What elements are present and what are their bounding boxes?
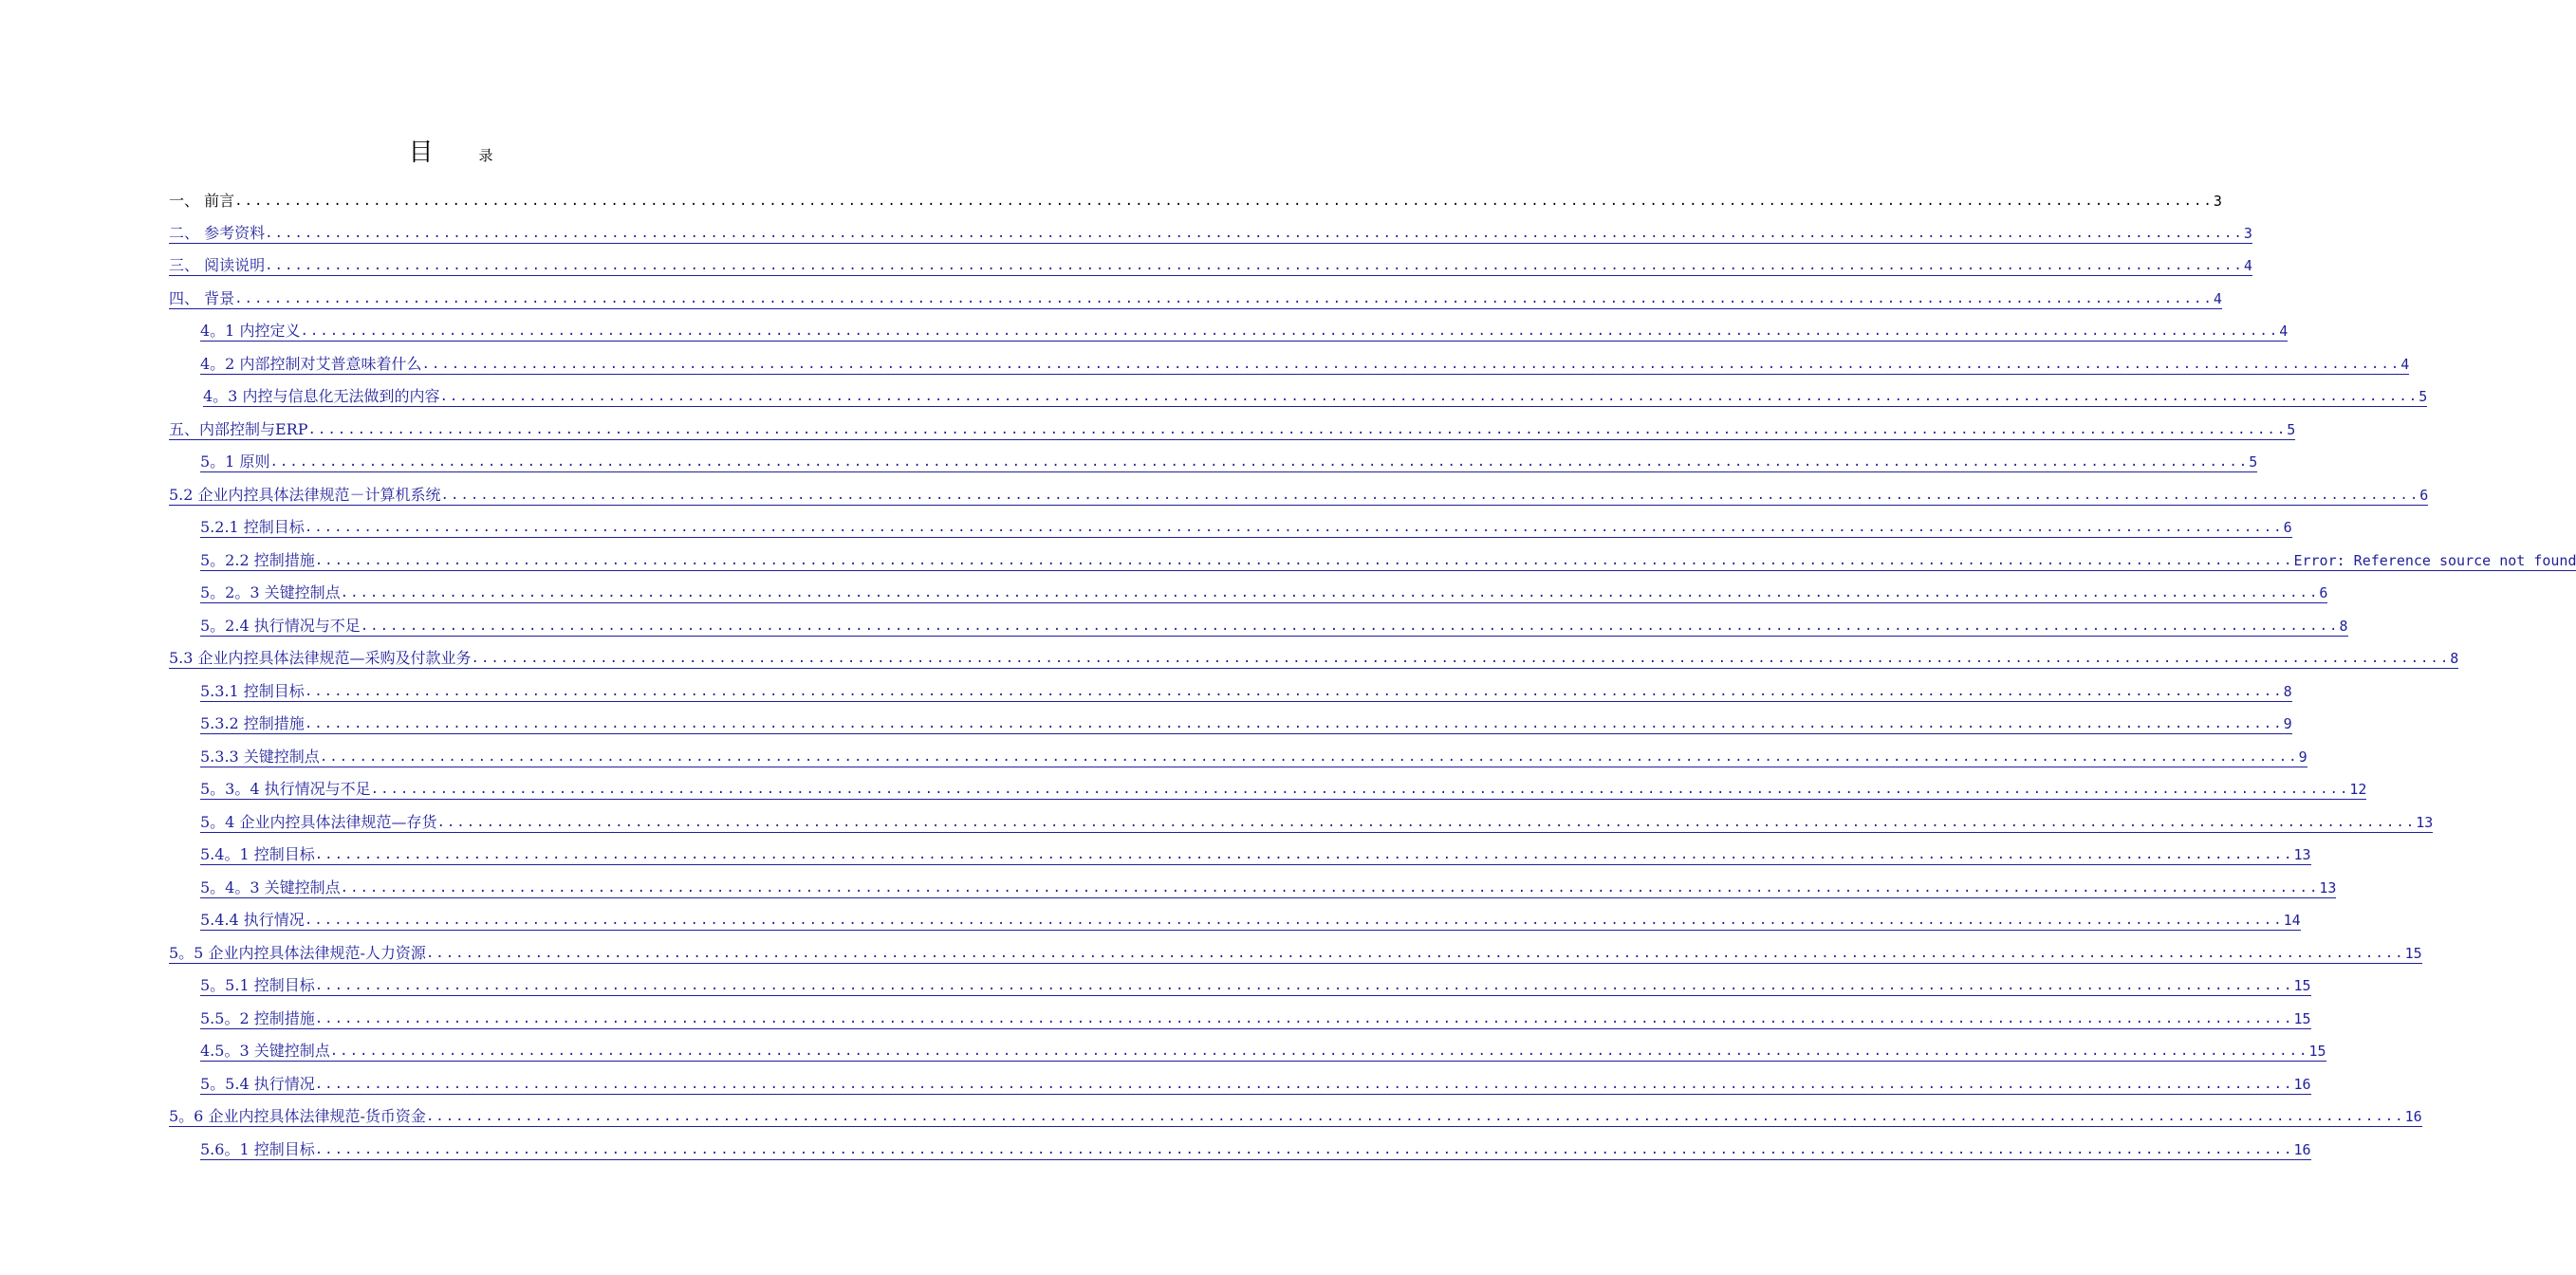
toc-dot-leader: ........................................................................................................................................................................................................ [341, 878, 2320, 898]
toc-entry-page: 13 [2293, 846, 2311, 863]
toc-entry-label: 二、 参考资料 [169, 223, 266, 242]
toc-entry-page: 15 [2293, 1009, 2311, 1027]
toc-entry[interactable] [200, 769, 2367, 800]
toc-entry-page: 16 [2293, 1140, 2311, 1158]
toc-entry-page: 4 [2400, 355, 2410, 373]
toc-entry[interactable] [169, 475, 2429, 506]
toc-dot-leader: ........................................................................................................................................................................................................ [265, 256, 2244, 276]
toc-entry-label: 4。3 内控与信息化无法做到的内容 [203, 387, 440, 405]
toc-entry-page: 4 [2279, 323, 2289, 340]
toc-dot-leader: ........................................................................................................................................................................................................ [308, 420, 2288, 440]
toc-entry-label: 5。2.2 控制措施 [200, 550, 315, 569]
toc-dot-leader: ........................................................................................................................................................................................................ [305, 911, 2284, 931]
toc-title [0, 133, 901, 168]
toc-entry-label: 5。5.4 执行情况 [200, 1074, 315, 1093]
toc-entry-label: 5.2.1 控制目标 [200, 518, 305, 536]
toc-entry[interactable] [200, 344, 2410, 375]
toc-entry[interactable] [169, 1097, 2422, 1127]
toc-dot-leader: ........................................................................................................................................................................................................ [315, 1075, 2294, 1095]
toc-entry-label: 5.2 企业内控具体法律规范－计算机系统 [169, 485, 441, 504]
toc-entry-page: 3 [2243, 224, 2252, 242]
toc-entry[interactable] [200, 541, 2576, 571]
toc-entry-label: 5.3.2 控制措施 [200, 714, 305, 732]
toc-entry-label: 三、 阅读说明 [169, 256, 266, 274]
toc-entry-page: 8 [2339, 617, 2348, 635]
toc-dot-leader: ........................................................................................................................................................................................................ [421, 355, 2400, 375]
toc-dot-leader: ........................................................................................................................................................................................................ [315, 845, 2294, 865]
toc-entry[interactable] [200, 1130, 2311, 1160]
toc-entry[interactable] [200, 835, 2311, 865]
toc-entry-label: 5。1 原则 [200, 453, 270, 471]
toc-title-sub: 录 [478, 147, 493, 164]
toc-dot-leader: ........................................................................................................................................................................................................ [315, 976, 2294, 996]
toc-entry-label: 5.6。1 控制目标 [200, 1139, 315, 1158]
toc-entry[interactable] [169, 933, 2422, 964]
toc-entry-label: 5。5.1 控制目标 [200, 976, 315, 994]
toc-entry-page: 13 [2416, 813, 2434, 831]
toc-entry-page: 15 [2404, 944, 2422, 962]
toc-entry-label: 五、内部控制与ERP [169, 419, 308, 438]
toc-entry-page: 4 [2243, 257, 2252, 274]
toc-entry-label: 5.4。1 控制目标 [200, 845, 315, 863]
toc-entry[interactable] [200, 442, 2258, 472]
toc-dot-leader: ........................................................................................................................................................................................................ [305, 682, 2284, 702]
toc-entry-page: 9 [2298, 748, 2307, 766]
toc-entry[interactable] [169, 279, 2222, 309]
toc-entry-label: 4。1 内控定义 [200, 322, 301, 340]
toc-entry-page: 12 [2349, 781, 2367, 798]
toc-entry[interactable] [200, 803, 2434, 833]
toc-entry-label: 5。2.4 执行情况与不足 [200, 616, 361, 635]
toc-entry-label: 5.3 企业内控具体法律规范—采购及付款业务 [169, 649, 472, 667]
toc-dot-leader: ........................................................................................................................................................................................................ [315, 551, 2294, 571]
toc-entry[interactable] [200, 672, 2292, 702]
toc-entry-label: 5。2。3 关键控制点 [200, 583, 341, 601]
toc-entry[interactable] [200, 704, 2292, 734]
toc-dot-leader: ........................................................................................................................................................................................................ [371, 780, 2350, 800]
toc-entry-page: 16 [2404, 1108, 2422, 1125]
toc-entry[interactable] [200, 606, 2348, 637]
toc-entry[interactable] [169, 410, 2296, 440]
toc-entry[interactable] [200, 573, 2328, 603]
toc-entry[interactable] [203, 377, 2428, 407]
toc-entry-page: 16 [2293, 1075, 2311, 1093]
toc-entry-page: 15 [2293, 977, 2311, 994]
toc-entry[interactable] [200, 1064, 2311, 1095]
toc-dot-leader: ........................................................................................................................................................................................................ [472, 649, 2451, 669]
toc-entry[interactable] [200, 999, 2311, 1029]
toc-entry[interactable] [169, 638, 2459, 669]
toc-entry-page: 14 [2283, 912, 2301, 929]
toc-dot-leader: ........................................................................................................................................................................................................ [426, 944, 2405, 964]
toc-entry-label: 5。5 企业内控具体法律规范-人力资源 [169, 943, 426, 962]
toc-entry-page: 5 [2418, 388, 2428, 405]
toc-entry-page: 4 [2213, 289, 2222, 307]
toc-entry[interactable] [169, 213, 2252, 244]
toc-entry-page: 6 [2319, 584, 2328, 601]
toc-entry-label: 5.3.3 关键控制点 [200, 747, 320, 766]
toc-entry-label: 5。4 企业内控具体法律规范—存货 [200, 812, 437, 831]
toc-dot-leader: ........................................................................................................................................................................................................ [269, 453, 2249, 472]
toc-dot-leader: ........................................................................................................................................................................................................ [234, 194, 2214, 209]
toc-dot-leader: ........................................................................................................................................................................................................ [234, 289, 2214, 309]
toc-entry[interactable] [200, 966, 2311, 996]
toc-dot-leader: ........................................................................................................................................................................................................ [265, 224, 2244, 244]
toc-dot-leader: ........................................................................................................................................................................................................ [315, 1009, 2294, 1029]
toc-entry-page: 5 [2249, 453, 2258, 471]
toc-entry-label: 5。3。4 执行情况与不足 [200, 780, 371, 798]
toc-title-main: 目 [408, 139, 434, 167]
toc-dot-leader: ........................................................................................................................................................................................................ [439, 387, 2418, 407]
toc-entry-page: 6 [2283, 519, 2292, 536]
toc-entry-label: 4.5。3 关键控制点 [200, 1042, 330, 1060]
toc-entry-page: 15 [2308, 1043, 2326, 1060]
toc-entry-page: 9 [2283, 715, 2292, 732]
toc-dot-leader: ........................................................................................................................................................................................................ [441, 486, 2420, 506]
toc-entry-label: 5.3.1 控制目标 [200, 681, 305, 700]
toc-entry[interactable] [200, 737, 2307, 767]
toc-entry-page: Error: Reference source not found [2293, 551, 2576, 569]
toc-dot-leader: ........................................................................................................................................................................................................ [315, 1140, 2294, 1160]
toc-entry-label: 四、 背景 [169, 288, 235, 307]
toc-entry-page: 6 [2419, 486, 2429, 504]
toc-entry [169, 180, 2222, 211]
toc-entry[interactable] [200, 1031, 2326, 1062]
toc-entry-label: 5。6 企业内控具体法律规范-货币资金 [169, 1107, 426, 1125]
toc-dot-leader: ........................................................................................................................................................................................................ [305, 518, 2284, 538]
toc-dot-leader: ........................................................................................................................................................................................................ [426, 1107, 2405, 1127]
toc-dot-leader: ........................................................................................................................................................................................................ [300, 322, 2279, 342]
toc-entry[interactable] [169, 246, 2252, 276]
toc-entry-label: 5.5。2 控制措施 [200, 1008, 315, 1027]
toc-entry-page: 8 [2283, 682, 2292, 700]
toc-entry-page: 3 [2213, 193, 2222, 210]
toc-entry-page: 8 [2450, 650, 2459, 667]
toc-entry-label: 5.4.4 执行情况 [200, 911, 305, 929]
toc-dot-leader: ........................................................................................................................................................................................................ [361, 617, 2340, 637]
toc-entry-page: 13 [2319, 878, 2337, 896]
toc-dot-leader: ........................................................................................................................................................................................................ [341, 583, 2320, 603]
toc-entry[interactable] [200, 508, 2292, 538]
toc-dot-leader: ........................................................................................................................................................................................................ [320, 748, 2299, 767]
toc-dot-leader: ........................................................................................................................................................................................................ [305, 714, 2284, 734]
toc-entry-label: 一、 前言 [169, 192, 235, 210]
toc-entry[interactable] [200, 900, 2301, 931]
toc-entry-page: 5 [2287, 420, 2296, 438]
toc-dot-leader: ........................................................................................................................................................................................................ [436, 813, 2416, 833]
toc-entry-label: 5。4。3 关键控制点 [200, 878, 341, 896]
toc-entry-label: 4。2 内部控制对艾普意味着什么 [200, 354, 422, 373]
toc-entry[interactable] [200, 868, 2337, 898]
toc-dot-leader: ........................................................................................................................................................................................................ [330, 1042, 2309, 1062]
toc-entry[interactable] [200, 311, 2289, 342]
